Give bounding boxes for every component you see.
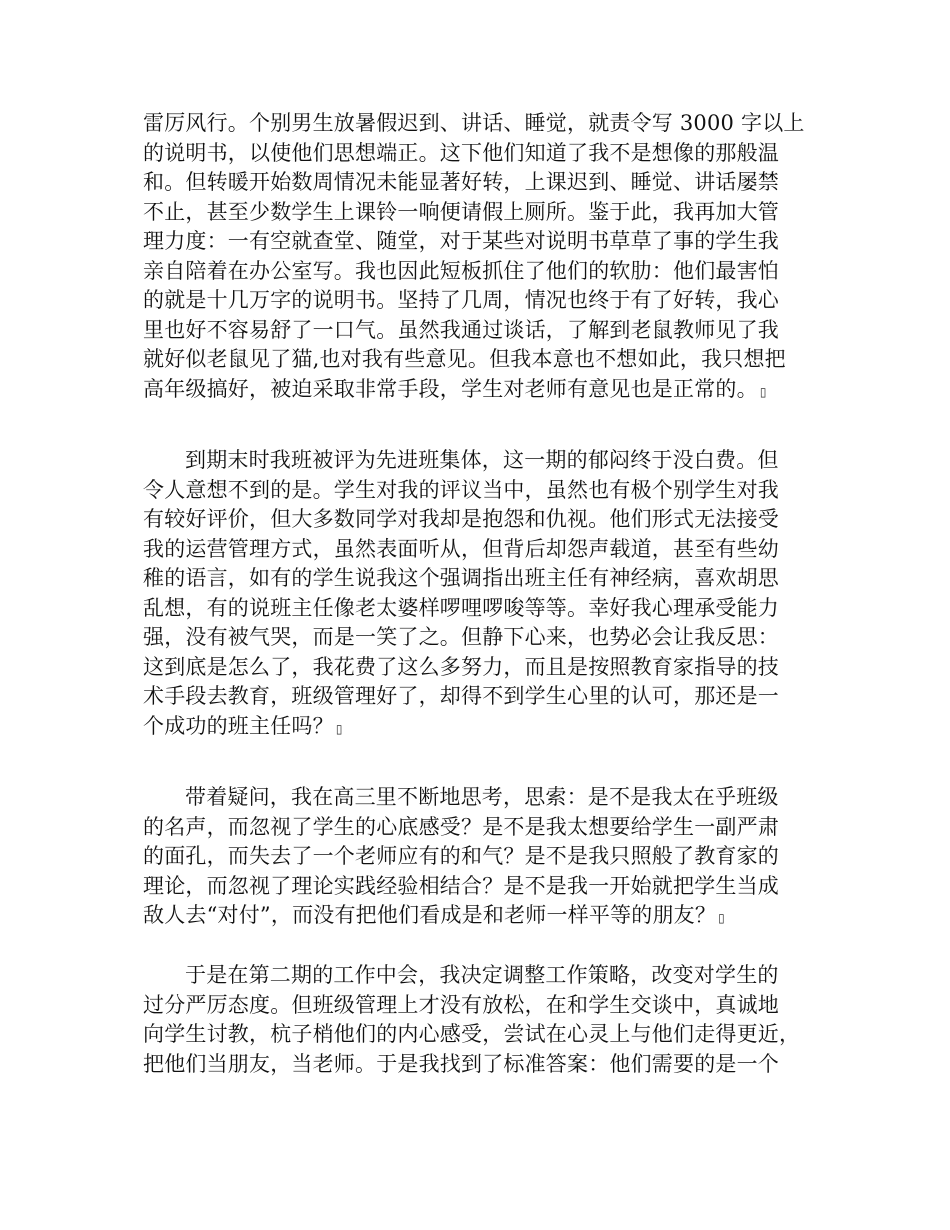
paragraph-1-line-3: 和。但转暖开始数周情况未能显著好转，上课迟到、睡觉、讲话屡禁: [143, 170, 779, 194]
paragraph-2-line-10-text: 个成功的班主任吗？: [143, 713, 334, 738]
paragraph-3-line-5-text: 敌人去“对付”，而没有把他们看成是和老师一样平等的朋友？: [143, 903, 717, 927]
paragraph-1-line-4: 不止，甚至少数学生上课铃一响便请假上厕所。鉴于此，我再加大管: [143, 199, 779, 224]
paragraph-3: [143, 783, 823, 934]
paragraph-2-line-9: 术手段去教育，班级管理好了，却得不到学生心里的认可，那还是一: [143, 684, 779, 708]
paragraph-3-line-2: 的名声，而忽视了学生的心底感受？是不是我太想要给学生一副严肃: [143, 814, 779, 839]
paragraph-1-line-7: 的就是十几万字的说明书。坚持了几周，情况也终于有了好转，我心: [143, 288, 779, 312]
paragraph-2-line-1: 到期末时我班被评为先进班集体，这一期的郁闷终于没白费。但: [185, 448, 779, 472]
paragraph-end-mark-icon: ▯: [335, 721, 343, 736]
paragraph-4-line-2: 过分严厉态度。但班级管理上才没有放松，在和学生交谈中，真诚地: [143, 992, 779, 1017]
paragraph-2-line-5: 稚的语言，如有的学生说我这个强调指出班主任有神经病，喜欢胡思: [143, 566, 779, 590]
paragraph-1-line-9: 就好似老鼠见了猫,也对我有些意见。但我本意也不想如此，我只想把: [143, 347, 786, 371]
paragraph-1-line-2: 的说明书，以使他们思想端正。这下他们知道了我不是想像的那般温: [143, 140, 779, 165]
paragraph-1-line-10: [143, 375, 823, 408]
paragraph-4-line-4: 把他们当朋友，当老师。于是我找到了标准答案：他们需要的是一个: [143, 1051, 779, 1076]
paragraph-end-mark-icon: ▯: [718, 911, 725, 925]
paragraph-2-line-8: 这到底是怎么了，我花费了这么多努力，而且是按照教育家指导的技: [143, 654, 779, 679]
paragraph-3-line-3: 的面孔，而失去了一个老师应有的和气？是不是我只照般了教育家的: [143, 844, 779, 868]
paragraph-1-line-5: 理力度：一有空就查堂、随堂，对于某些对说明书草草了事的学生我: [143, 229, 779, 253]
paragraph-1-line-6: 亲自陪着在办公室写。我也因此短板抓住了他们的软肋：他们最害怕: [143, 258, 779, 283]
paragraph-2-line-7: 强，没有被气哭，而是一笑了之。但静下心来，也势必会让我反思：: [143, 625, 779, 649]
paragraph-1-line-8: 里也好不容易舒了一口气。虽然我通过谈话，了解到老鼠教师见了我: [143, 317, 779, 342]
paragraph-2-line-2: 令人意想不到的是。学生对我的评议当中，虽然也有极个别学生对我: [143, 477, 779, 502]
paragraph-1: [143, 109, 823, 407]
paragraph-3-line-5: [143, 901, 823, 934]
paragraph-end-mark-icon: ▯: [759, 384, 767, 399]
paragraph-2-line-6: 乱想，有的说班主任像老太婆样啰哩啰唆等等。幸好我心理承受能力: [143, 595, 779, 620]
paragraph-2-line-10: [143, 712, 823, 745]
paragraph-4-line-3: 向学生讨教，杭子梢他们的内心感受，尝试在心灵上与他们走得更近，: [143, 1022, 801, 1046]
paragraph-1-line-10-text: 高年级搞好，被迫采取非常手段，学生对老师有意见也是正常的。: [143, 376, 758, 401]
paragraph-3-line-1: 带着疑问，我在高三里不断地思考，思索：是不是我太在乎班级: [185, 785, 779, 809]
paragraph-2: [143, 446, 823, 744]
paragraph-4-line-1: 于是在第二期的工作中会，我决定调整工作策略，改变对学生的: [185, 963, 779, 987]
paragraph-4: [143, 961, 823, 1079]
paragraph-3-line-4: 理论，而忽视了理论实践经验相结合？是不是我一开始就把学生当成: [143, 873, 779, 898]
paragraph-1-line-1: 雷厉风行。个别男生放暑假迟到、讲话、睡觉，就责令写 3000 字以上: [143, 111, 805, 135]
paragraph-2-line-3: 有较好评价，但大多数同学对我却是抱怨和仇视。他们形式无法接受: [143, 507, 779, 531]
paragraph-2-line-4: 我的运营管理方式，虽然表面听从，但背后却怨声载道，甚至有些幼: [143, 536, 779, 561]
